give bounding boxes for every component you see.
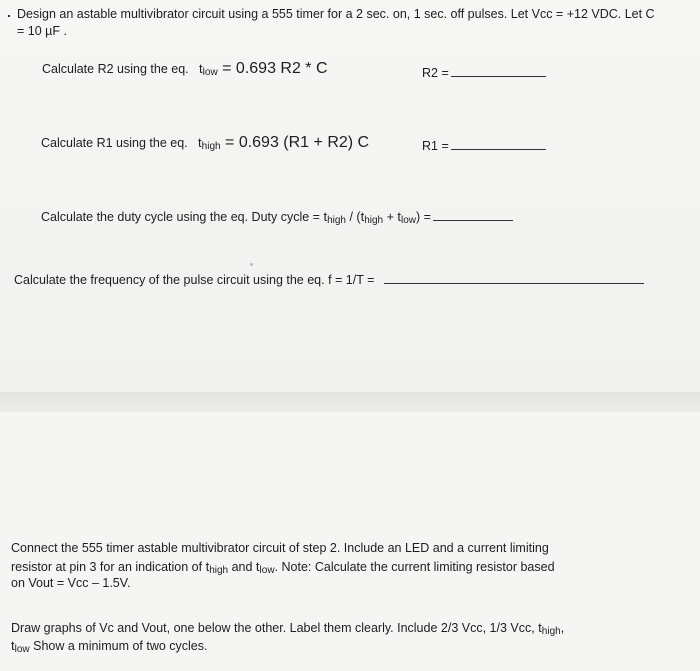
t-subscript: high: [541, 626, 561, 637]
t-symbol: t: [323, 209, 328, 224]
slash-paren: / (: [345, 210, 361, 224]
t-subscript: high: [201, 141, 221, 152]
step3-line-3: on Vout = Vcc – 1.5V.: [11, 576, 131, 590]
step3-line-2-rest: . Note: Calculate the current limiting resistor based: [274, 560, 555, 574]
step4-line-1-text: Draw graphs of Vc and Vout, one below the other. Label them clearly. Include 2/3 Vcc, 1/3 Vcc,: [11, 621, 539, 635]
answer-duty-cycle-blank[interactable]: [433, 208, 513, 221]
step4-line-2: [11, 637, 207, 656]
t-subscript: low: [14, 644, 30, 655]
question-frequency: [14, 271, 644, 289]
answer-r2-label: R2 =: [422, 66, 449, 80]
t-symbol: t: [538, 620, 542, 635]
answer-r1: [422, 137, 546, 155]
close-paren-equals: ) =: [416, 210, 431, 224]
t-symbol: t: [205, 559, 210, 574]
and-word: and: [228, 560, 256, 574]
answer-r1-blank[interactable]: [451, 137, 546, 150]
question-r1-equation: = 0.693 (R1 + R2) C: [220, 134, 370, 151]
question-r1: [41, 134, 369, 153]
t-symbol: t: [198, 135, 202, 150]
intro-line-1: Design an astable multivibrator circuit using a 555 timer for a 2 sec. on, 1 sec. off pulses. Let Vcc = +12 VDC. Let C: [17, 7, 655, 21]
comma: ,: [560, 621, 565, 635]
t-symbol: t: [397, 209, 401, 224]
t-subscript: high: [209, 565, 229, 576]
answer-r2: [422, 64, 546, 82]
t-symbol: t: [360, 209, 365, 224]
t-symbol: t: [11, 638, 15, 653]
bullet-marker: [8, 15, 10, 17]
question-r2-equation: = 0.693 R2 * C: [217, 60, 328, 77]
t-subscript: low: [400, 215, 416, 226]
question-frequency-prompt: Calculate the frequency of the pulse circuit using the eq. f = 1/T =: [14, 273, 375, 287]
answer-r2-blank[interactable]: [451, 64, 546, 77]
t-subscript: low: [259, 565, 275, 576]
answer-r1-label: R1 =: [422, 139, 449, 153]
t-subscript: high: [327, 215, 346, 226]
t-symbol: t: [199, 61, 203, 76]
question-duty-cycle-prompt: Calculate the duty cycle using the eq. Duty cycle =: [41, 210, 324, 224]
t-subscript: low: [202, 67, 218, 78]
question-r1-prompt: Calculate R1 using the eq.: [41, 136, 188, 150]
page-divider: [0, 392, 700, 412]
question-r2: [42, 60, 328, 79]
step4-line-1: [11, 619, 564, 638]
t-symbol: t: [255, 559, 260, 574]
step3-line-1: Connect the 555 timer astable multivibrator circuit of step 2. Include an LED and a current limiting: [11, 541, 549, 555]
question-duty-cycle: [41, 208, 513, 227]
step4-line-2-text: Show a minimum of two cycles.: [29, 639, 208, 653]
step3-line-2-text: resistor at pin 3 for an indication of: [11, 560, 206, 574]
stray-dot: [250, 263, 253, 266]
plus-sign: +: [383, 210, 398, 224]
question-r2-prompt: Calculate R2 using the eq.: [42, 62, 189, 76]
answer-frequency-blank[interactable]: [384, 271, 644, 284]
t-subscript: high: [364, 215, 384, 226]
intro-line-2: = 10 µF .: [17, 24, 67, 38]
